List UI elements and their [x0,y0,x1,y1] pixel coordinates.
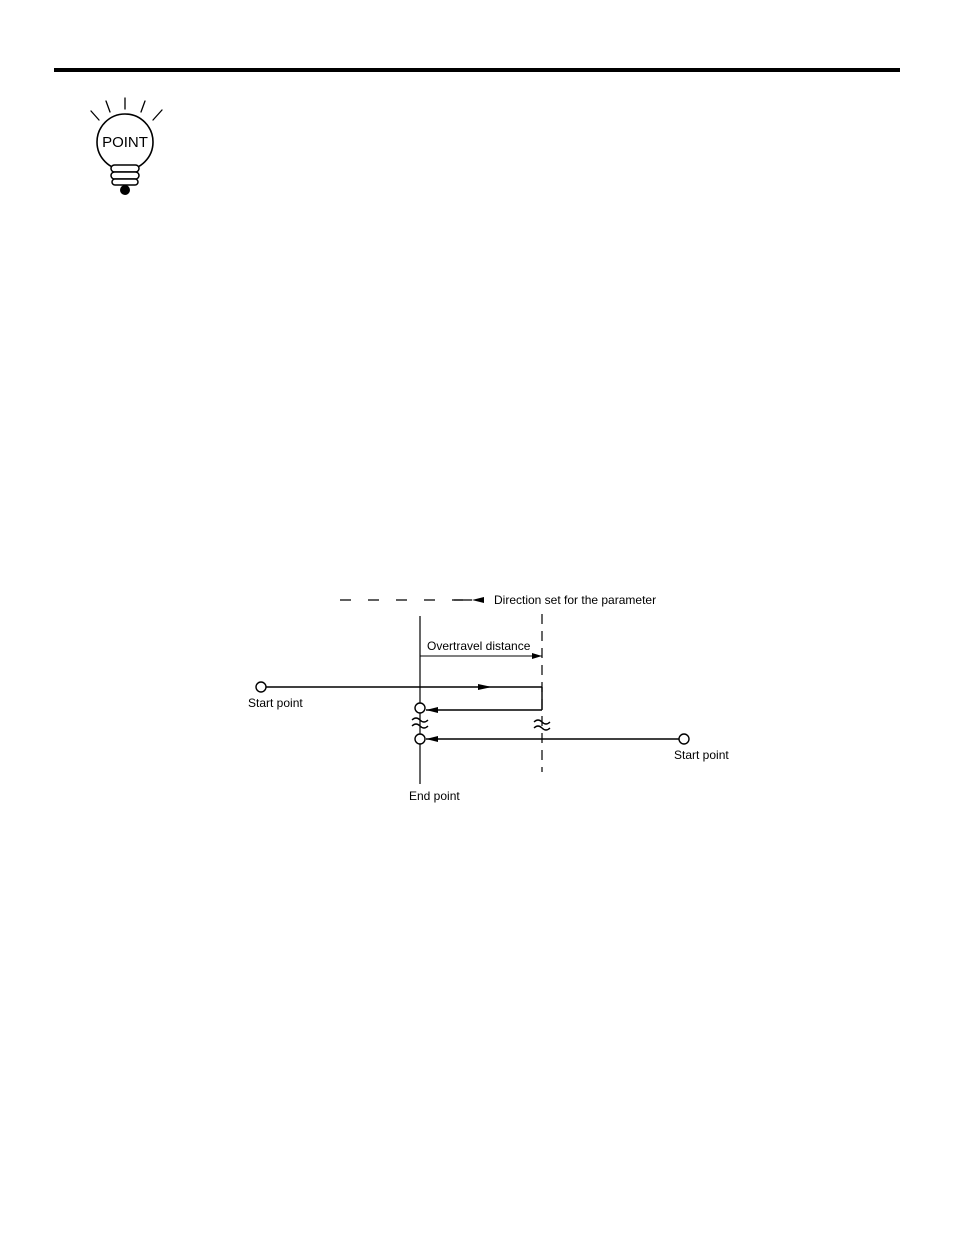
overtravel-diagram [240,584,740,810]
end-point-label: End point [409,789,460,803]
top-rule [54,68,900,72]
legend-label: Direction set for the parameter [494,593,657,607]
diagram-canvas [240,584,740,810]
start-point-left-marker [256,682,266,692]
overtravel-label: Overtravel distance [427,639,531,653]
legend-dashed-arrow [340,597,484,603]
lightbulb-icon [86,96,168,200]
point-label: POINT [102,134,148,151]
start-point-right-label: Start point [674,748,729,762]
end-point-upper-marker [415,703,425,713]
start-point-right-marker [679,734,689,744]
end-point-lower-marker [415,734,425,744]
start-point-left-label: Start point [248,696,303,710]
